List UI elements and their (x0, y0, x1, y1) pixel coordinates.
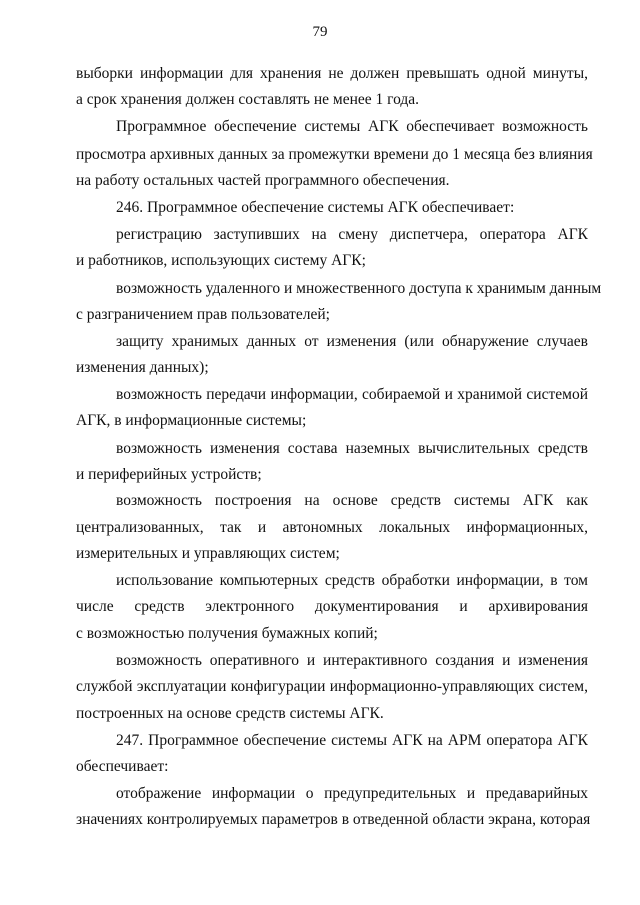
text-line: возможность удаленного и множественного доступа к хранимым данным (116, 280, 602, 297)
text-line: возможность построения на основе средств системы АГК как (116, 492, 588, 509)
text-line: с возможностью получения бумажных копий; (76, 625, 378, 642)
text-line: а срок хранения должен составлять не менее 1 года. (76, 91, 420, 108)
text-line: возможность оперативного и интерактивного создания и изменения (116, 652, 588, 669)
text-line: значениях контролируемых параметров в отведенной области экрана, которая (76, 811, 591, 828)
text-line: возможность передачи информации, собираемой и хранимой системой (116, 386, 588, 403)
text-line: отображение информации о предупредительных и предаварийных (116, 785, 588, 802)
text-line: защиту хранимых данных от изменения (или обнаружение случаев (116, 333, 588, 350)
text-line: централизованных, так и автономных локальных информационных, (76, 519, 588, 536)
text-line: регистрацию заступивших на смену диспетчера, оператора АГК (116, 226, 588, 243)
text-line: с разграничением прав пользователей; (76, 306, 330, 323)
text-line: измерительных и управляющих систем; (76, 545, 340, 562)
text-line: и работников, использующих систему АГК; (76, 252, 366, 269)
text-line: просмотра архивных данных за промежутки времени до 1 месяца без влияния (76, 146, 593, 163)
text-line: на работу остальных частей программного обеспечения. (76, 172, 450, 189)
page-number: 79 (312, 24, 328, 40)
text-line: Программное обеспечение системы АГК обеспечивает возможность (116, 118, 588, 135)
text-line: использование компьютерных средств обработки информации, в том (116, 572, 588, 589)
text-line: обеспечивает: (76, 758, 169, 775)
text-line: 247. Программное обеспечение системы АГК на АРМ оператора АГК (116, 732, 588, 749)
text-line: и периферийных устройств; (76, 466, 262, 483)
text-line: числе средств электронного документирования и архивирования (76, 598, 588, 615)
text-line: изменения данных); (76, 359, 209, 376)
text-line: возможность изменения состава наземных вычислительных средств (116, 440, 588, 457)
text-line: службой эксплуатации конфигурации информационно-управляющих систем, (76, 678, 588, 695)
text-line: выборки информации для хранения не должен превышать одной минуты, (76, 65, 588, 82)
text-line: АГК, в информационные системы; (76, 412, 307, 429)
text-line: 246. Программное обеспечение системы АГК обеспечивает: (116, 199, 515, 216)
text-line: построенных на основе средств системы АГК. (76, 705, 384, 722)
